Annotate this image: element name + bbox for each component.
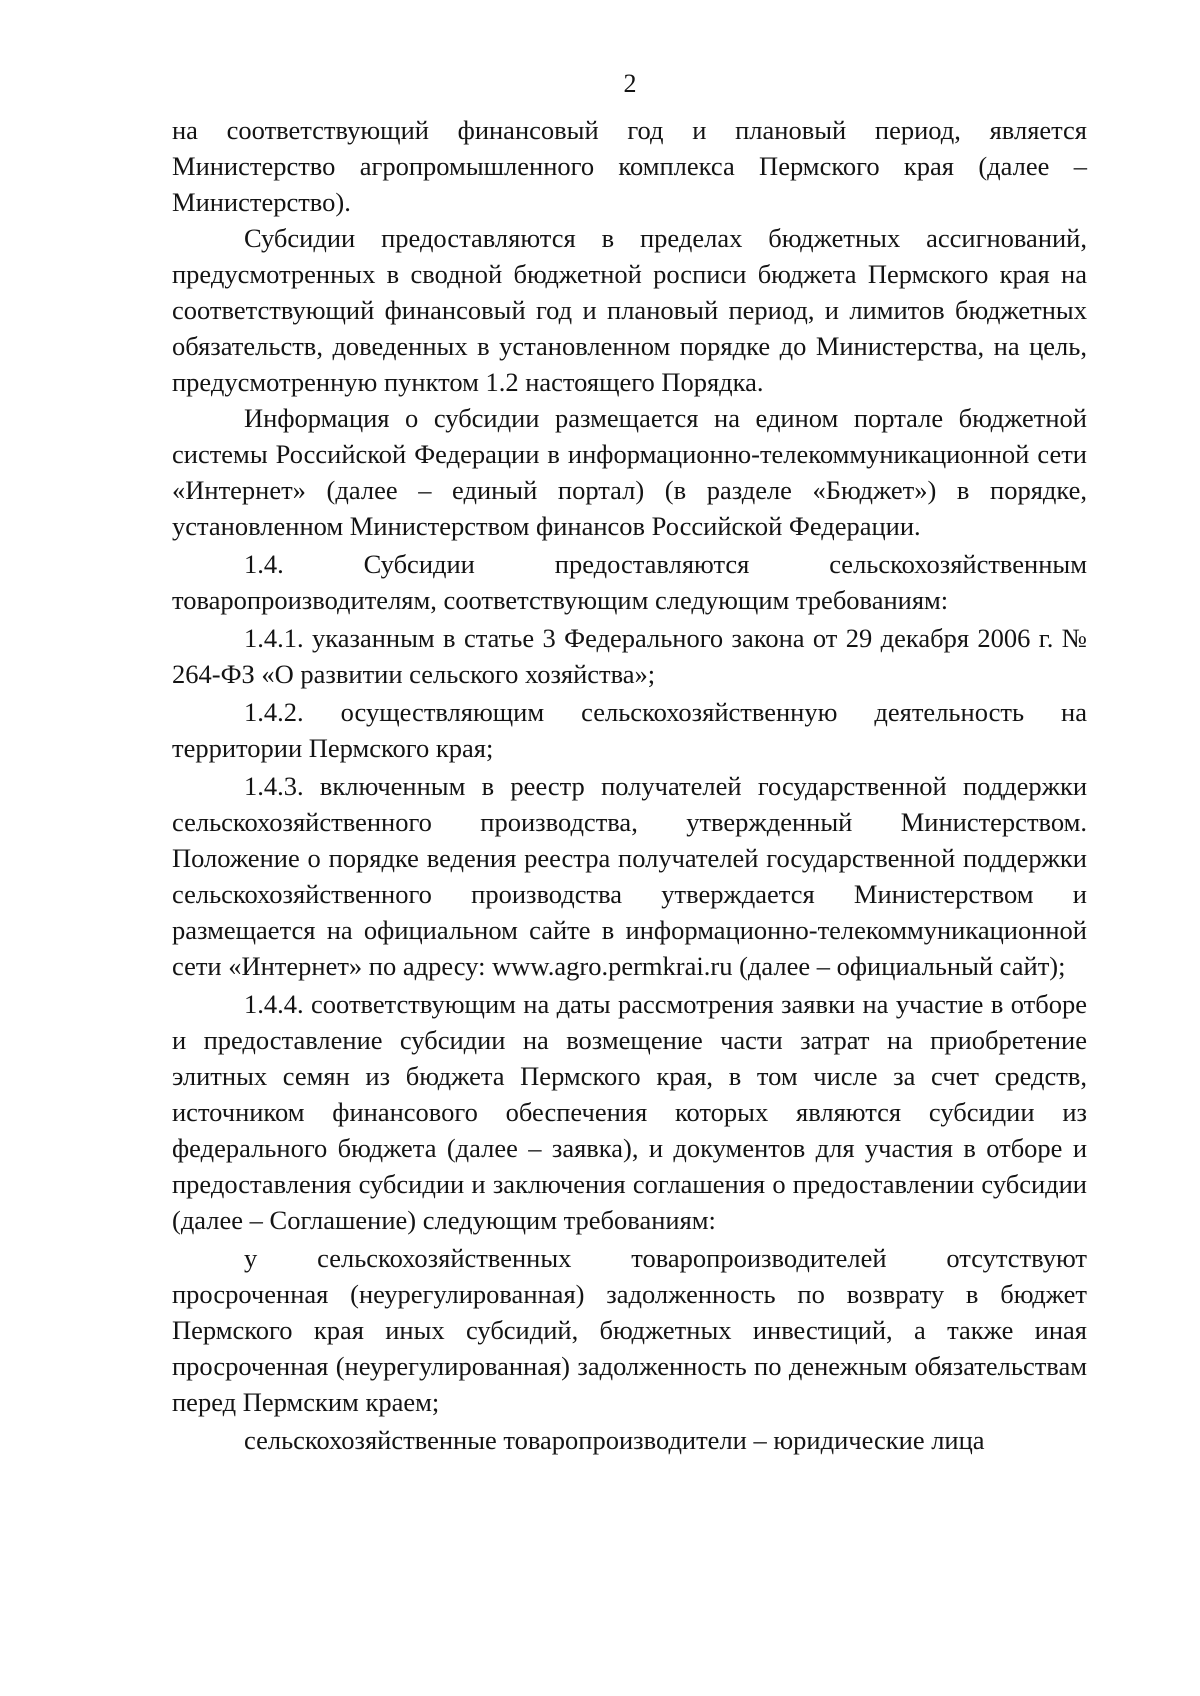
paragraph-budget-allocations: Субсидии предоставляются в пределах бюджетных ассигнований, предусмотренных в сводной бюджетной росписи бюджета Пермского края на соответствующий финансовый год и плановый период, и лимитов бюджетных обязательств, доведенных в установленном порядке до Министерства, на цель, предусмотренную пунктом 1.2 настоящего Порядка. [172, 223, 1087, 397]
page-number: 2 [623, 69, 637, 98]
document-body [172, 112, 1087, 1458]
paragraph-legal-entities: сельскохозяйственные товаропроизводители – юридические лица [244, 1425, 985, 1455]
paragraph-ministry: на соответствующий финансовый год и плановый период, является Министерство агропромышленного комплекса Пермского края (далее – Министерство). [172, 115, 1087, 217]
paragraph-portal-info: Информация о субсидии размещается на едином портале бюджетной системы Российской Федерации в информационно-телекоммуникационной сети «Интернет» (далее – единый портал) (в разделе «Бюджет») в порядке, установленном Министерством финансов Российской Федерации. [172, 403, 1087, 541]
paragraph-1-4: 1.4. Субсидии предоставляются сельскохозяйственным товаропроизводителям, соответствующим следующим требованиям: [172, 549, 1087, 615]
paragraph-1-4-4: 1.4.4. соответствующим на даты рассмотрения заявки на участие в отборе и предоставление субсидии на возмещение части затрат на приобретение элитных семян из бюджета Пермского края, в том числе за счет средств, источником финансового обеспечения которых являются субсидии из федерального бюджета (далее – заявка), и документов для участия в отборе и предоставления субсидии и заключения соглашения о предоставлении субсидии (далее – Соглашение) следующим требованиям: [172, 989, 1087, 1235]
paragraph-1-4-3: 1.4.3. включенным в реестр получателей государственной поддержки сельскохозяйственного производства, утвержденный Министерством. Положение о порядке ведения реестра получателей государственной поддержки сельскохозяйственного производства утверждается Министерством и размещается на официальном сайте в информационно-телекоммуникационной сети «Интернет» по адресу: www.agro.permkrai.ru (далее – официальный сайт); [172, 771, 1087, 981]
paragraph-debt-requirement: у сельскохозяйственных товаропроизводителей отсутствуют просроченная (неурегулированная) задолженность по возврату в бюджет Пермского края иных субсидий, бюджетных инвестиций, а также иная просроченная (неурегулированная) задолженность по денежным обязательствам перед Пермским краем; [172, 1243, 1087, 1417]
paragraph-1-4-2: 1.4.2. осуществляющим сельскохозяйственную деятельность на территории Пермского края; [172, 697, 1087, 763]
paragraph-1-4-1: 1.4.1. указанным в статье 3 Федерального закона от 29 декабря 2006 г. № 264-ФЗ «О развитии сельского хозяйства»; [172, 623, 1087, 689]
